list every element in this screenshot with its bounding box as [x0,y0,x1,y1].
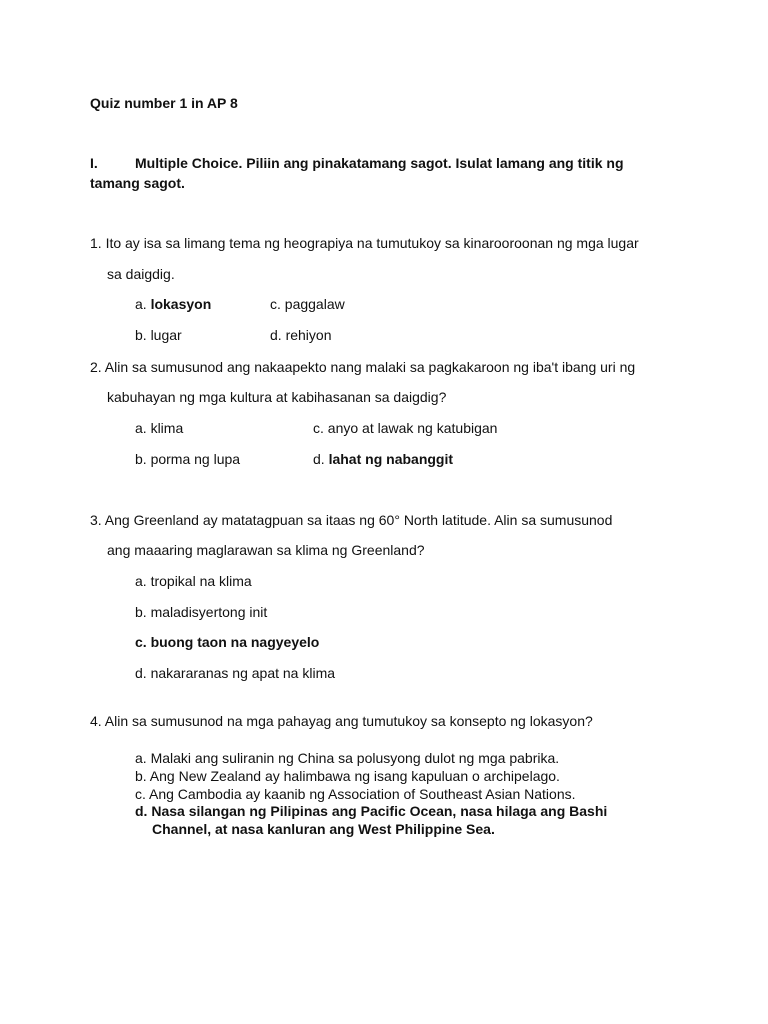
q1-choice-b: b. lugar [135,327,182,343]
q4-choice-b: b. Ang New Zealand ay halimbawa ng isang kapuluan o archipelago. [135,768,560,784]
section-instructions-line2: tamang sagot. [90,175,185,191]
q2-choice-b: b. porma ng lupa [135,451,241,467]
q2-choice-d-answer: lahat ng nabanggit [328,451,454,467]
q4-choice-a: a. Malaki ang suliranin ng China sa polusyong dulot ng mga pabrika. [135,750,560,766]
q2-text-line1: 2. Alin sa sumusunod ang nakaapekto nang malaki sa pagkakaroon ng iba't ibang uri ng [90,359,636,375]
section-instructions-line1: Multiple Choice. Piliin ang pinakatamang sagot. Isulat lamang ang titik ng [135,155,624,171]
q4-choice-c: c. Ang Cambodia ay kaanib ng Association of Southeast Asian Nations. [135,786,576,802]
q3-choice-b: b. maladisyertong init [135,604,268,620]
q3-choice-a: a. tropikal na klima [135,573,252,589]
q4-choice-d-answer-line2: Channel, at nasa kanluran ang West Philippine Sea. [152,821,495,837]
q4-choice-d-answer-line1: d. Nasa silangan ng Pilipinas ang Pacific Ocean, nasa hilaga ang Bashi [135,803,608,819]
q4-text-line1: 4. Alin sa sumusunod na mga pahayag ang tumutukoy sa konsepto ng lokasyon? [90,713,593,729]
q1-choice-d: d. rehiyon [270,327,332,343]
q1-choice-a-prefix: a. [135,296,147,312]
q2-choice-d-prefix: d. [313,451,325,467]
q2-text-line2: kabuhayan ng mga kultura at kabihasanan sa daigdig? [107,389,447,405]
q1-text-line1: 1. Ito ay isa sa limang tema ng heograpiya na tumutukoy sa kinarooroonan ng mga lugar [90,235,639,251]
q2-choice-d [313,450,453,468]
q3-text-line2: ang maaaring maglarawan sa klima ng Greenland? [107,542,425,558]
q2-choice-a: a. klima [135,420,184,436]
quiz-title: Quiz number 1 in AP 8 [90,95,238,111]
q2-choice-c: c. anyo at lawak ng katubigan [313,420,498,436]
q1-choice-a-answer: lokasyon [150,296,212,312]
q3-choice-d: d. nakararanas ng apat na klima [135,665,336,681]
q1-choice-a [135,295,211,313]
section-numeral: I. [90,155,98,171]
q1-choice-c: c. paggalaw [270,296,345,312]
q1-text-line2: sa daigdig. [107,266,175,282]
q3-choice-c-answer: c. buong taon na nagyeyelo [135,634,320,650]
q3-text-line1: 3. Ang Greenland ay matatagpuan sa itaas ng 60° North latitude. Alin sa sumusunod [90,512,613,528]
